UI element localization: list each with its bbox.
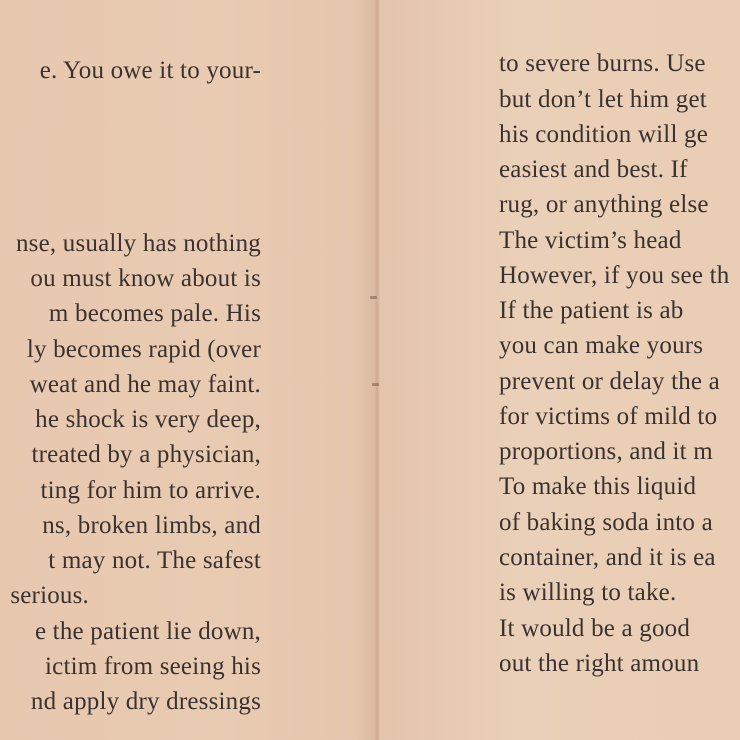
left-page-line: he shock is very deep, bbox=[35, 406, 261, 433]
right-page bbox=[380, 0, 740, 740]
right-page-line: If the patient is ab bbox=[499, 297, 684, 324]
left-page-line: nse, usually has nothing bbox=[15, 230, 261, 257]
right-page-line: for victims of mild to bbox=[499, 403, 718, 430]
left-page-line: treated by a physician, bbox=[31, 441, 261, 468]
right-page-line: To make this liquid bbox=[499, 473, 697, 500]
right-page-line: his condition will ge bbox=[499, 121, 709, 148]
right-page-line: easiest and best. If bbox=[499, 156, 688, 183]
right-page-line: you can make yours bbox=[499, 332, 704, 359]
left-page-line: nd apply dry dressings bbox=[30, 688, 261, 715]
left-page-line: m becomes pale. His bbox=[48, 300, 261, 327]
left-page-line: serious. bbox=[10, 582, 89, 609]
right-page-line: container, and it is ea bbox=[499, 544, 716, 571]
right-page-line: prevent or delay the a bbox=[499, 368, 720, 395]
right-page-line: is willing to take. bbox=[499, 579, 677, 606]
left-page-line: ting for him to arrive. bbox=[40, 477, 261, 504]
right-page-line: proportions, and it m bbox=[499, 438, 713, 465]
right-page-line: but don’t let him get bbox=[499, 86, 707, 113]
right-page-line: It would be a good bbox=[499, 615, 691, 642]
left-page-line: ou must know about is bbox=[30, 265, 261, 292]
right-page-line: However, if you see th bbox=[499, 262, 730, 289]
right-page-line: The victim’s head bbox=[499, 227, 682, 254]
right-page-line: to severe burns. Use bbox=[499, 50, 706, 77]
left-page-line: ictim from seeing his bbox=[45, 653, 261, 680]
right-page-line: of baking soda into a bbox=[499, 509, 713, 536]
left-page-line: ly becomes rapid (over bbox=[26, 336, 261, 363]
left-page-line: t may not. The safest bbox=[48, 547, 261, 574]
left-page-line: e. You owe it to your- bbox=[39, 57, 261, 84]
right-page-line: rug, or anything else bbox=[499, 191, 709, 218]
right-page-line: out the right amoun bbox=[499, 650, 700, 677]
left-page-line: ns, broken limbs, and bbox=[42, 512, 261, 539]
left-page-line: weat and he may faint. bbox=[29, 371, 261, 398]
left-page-line: e the patient lie down, bbox=[34, 618, 261, 645]
